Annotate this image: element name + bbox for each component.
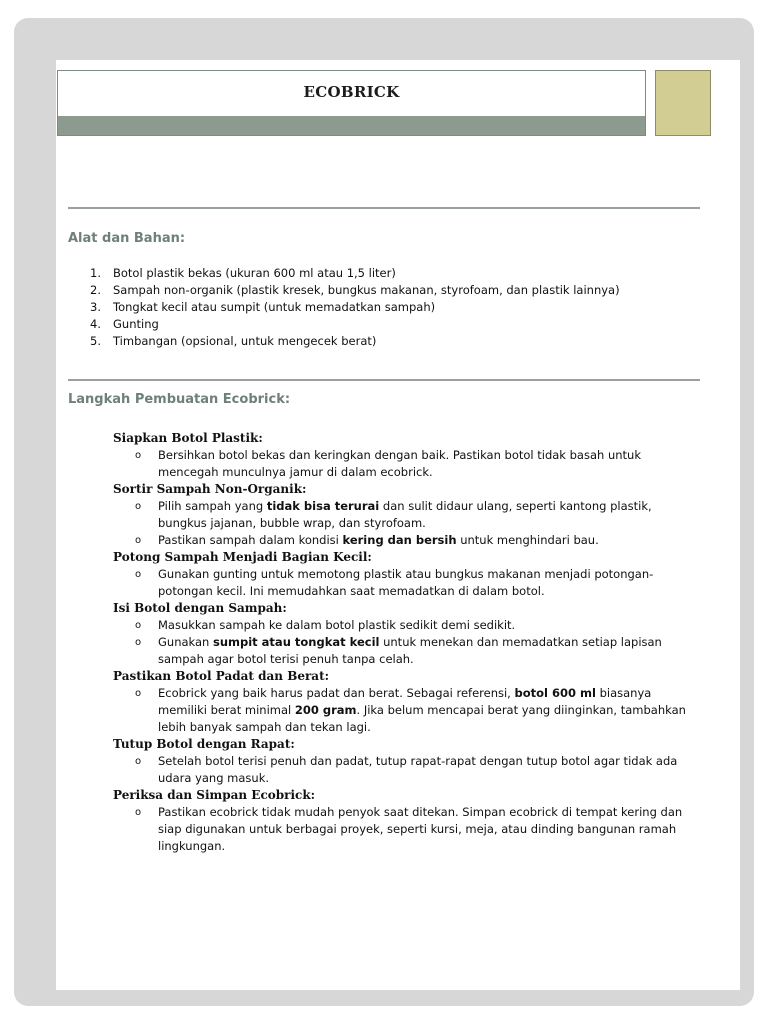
step-bullet: o Setelah botol terisi penuh dan padat, tutup rapat-rapat dengan tutup botol agar tidak ada udara yang masuk. bbox=[135, 754, 678, 785]
step-bullet: o Pastikan sampah dalam kondisi kering dan bersih untuk menghindari bau. bbox=[135, 533, 599, 547]
document-title: ECOBRICK bbox=[303, 83, 400, 101]
steps-list bbox=[113, 430, 703, 855]
accent-box bbox=[655, 70, 711, 136]
step-bullet: o Masukkan sampah ke dalam botol plastik sedikit demi sedikit. bbox=[135, 618, 516, 632]
list-item: 5. Timbangan (opsional, untuk mengecek berat) bbox=[90, 334, 377, 348]
bullet-marker: o bbox=[135, 450, 142, 461]
title-box bbox=[57, 70, 646, 136]
section-heading-materials: Alat dan Bahan: bbox=[68, 231, 186, 246]
step-bullet: o Gunakan sumpit atau tongkat kecil untuk menekan dan memadatkan setiap lapisan sampah agar botol terisi penuh tanpa celah. bbox=[135, 635, 662, 666]
list-item: 4. Gunting bbox=[90, 317, 159, 331]
bullet-marker: o bbox=[135, 501, 142, 512]
bullet-marker: o bbox=[135, 807, 142, 818]
list-item: 1. Botol plastik bekas (ukuran 600 ml atau 1,5 liter) bbox=[90, 266, 396, 280]
step-title: Tutup Botol dengan Rapat: bbox=[113, 737, 295, 751]
step-title: Siapkan Botol Plastik: bbox=[113, 431, 263, 445]
section-divider bbox=[68, 207, 700, 209]
step-bullet: o Ecobrick yang baik harus padat dan berat. Sebagai referensi, botol 600 ml biasanya memiliki berat minimal 200 gram. Jika belum mencapai berat yang diinginkan, tambahkan lebih banyak sampah dan tekan lagi. bbox=[135, 686, 686, 734]
bullet-marker: o bbox=[135, 756, 142, 767]
step-bullet: o Gunakan gunting untuk memotong plastik atau bungkus makanan menjadi potongan-potongan kecil. Ini memudahkan saat memadatkan di dalam botol. bbox=[135, 567, 654, 598]
section-divider bbox=[68, 379, 700, 381]
list-item: 2. Sampah non-organik (plastik kresek, bungkus makanan, styrofoam, dan plastik lainnya) bbox=[90, 283, 620, 297]
bullet-marker: o bbox=[135, 535, 142, 546]
materials-list bbox=[90, 265, 620, 350]
step-title: Isi Botol dengan Sampah: bbox=[113, 601, 287, 615]
step-title: Potong Sampah Menjadi Bagian Kecil: bbox=[113, 550, 372, 564]
step-bullet: o Pilih sampah yang tidak bisa terurai dan sulit didaur ulang, seperti kantong plastik, bungkus jajanan, bubble wrap, dan styrofoam. bbox=[135, 499, 652, 530]
bullet-marker: o bbox=[135, 688, 142, 699]
bullet-marker: o bbox=[135, 620, 142, 631]
step-title: Periksa dan Simpan Ecobrick: bbox=[113, 788, 316, 802]
bullet-marker: o bbox=[135, 569, 142, 580]
list-item: 3. Tongkat kecil atau sumpit (untuk memadatkan sampah) bbox=[90, 300, 436, 314]
step-bullet: o Bersihkan botol bekas dan keringkan dengan baik. Pastikan botol tidak basah untuk mencegah munculnya jamur di dalam ecobrick. bbox=[135, 448, 641, 479]
step-title: Pastikan Botol Padat dan Berat: bbox=[113, 669, 330, 683]
step-title: Sortir Sampah Non-Organik: bbox=[113, 482, 307, 496]
step-bullet: o Pastikan ecobrick tidak mudah penyok saat ditekan. Simpan ecobrick di tempat kering dan siap digunakan untuk berbagai proyek, seperti kursi, meja, atau dinding bangunan ramah lingkungan. bbox=[135, 805, 683, 853]
title-band bbox=[58, 116, 645, 135]
bullet-marker: o bbox=[135, 637, 142, 648]
section-heading-steps: Langkah Pembuatan Ecobrick: bbox=[68, 392, 291, 407]
